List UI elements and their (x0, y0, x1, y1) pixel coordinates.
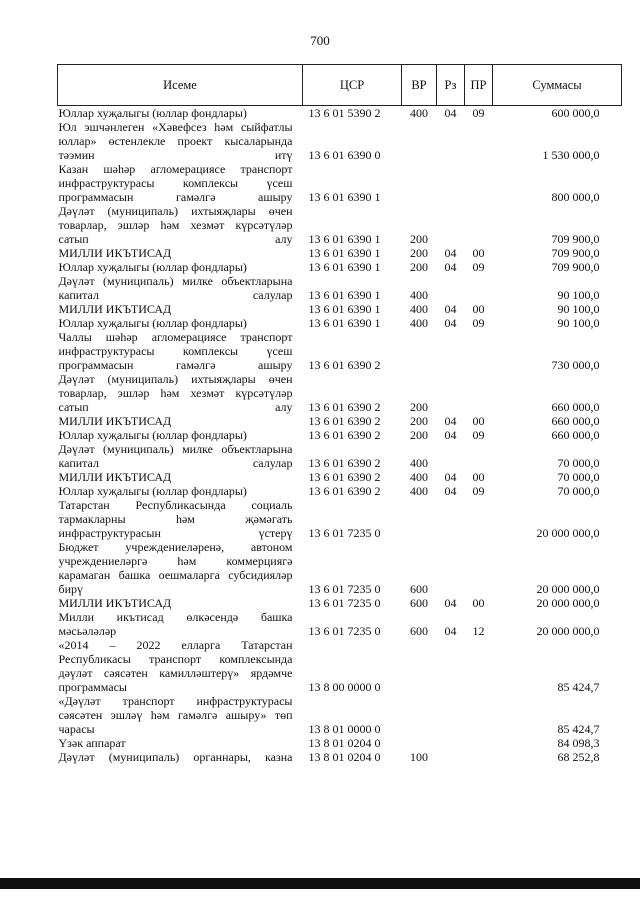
row-vr-cell: 600 (410, 624, 428, 638)
row-pr-cell (465, 498, 493, 540)
row-name-cell: Үзәк аппарат (58, 736, 126, 750)
row-vr-cell: 400 (410, 106, 428, 120)
row-name-cell: Юллар хуҗалыгы (юллар фондлары) (58, 316, 247, 330)
row-vr-cell: 400 (410, 470, 428, 484)
table-row (58, 316, 622, 330)
row-vr-cell: 200 (410, 260, 428, 274)
row-name-cell: МИЛЛИ ИКЪТИСАД (58, 414, 172, 428)
row-pr-cell (465, 736, 493, 750)
row-rz-cell: 04 (444, 260, 457, 274)
table-row (58, 736, 622, 750)
row-sum-cell: 85 424,7 (557, 680, 600, 694)
row-rz-cell: 04 (444, 596, 457, 610)
row-sum-cell: 1 530 000,0 (542, 148, 600, 162)
row-rz-cell (437, 442, 465, 470)
row-name-cell: Юллар хуҗалыгы (юллар фондлары) (58, 106, 247, 120)
row-vr-cell (402, 330, 437, 372)
row-sum-cell: 730 000,0 (551, 358, 600, 372)
row-sum-cell: 20 000 000,0 (536, 526, 600, 540)
row-pr-cell (465, 540, 493, 596)
row-csr-cell: 13 8 00 0000 0 (308, 680, 381, 694)
row-sum-cell: 660 000,0 (551, 428, 600, 442)
table-row (58, 274, 622, 302)
row-pr-cell (465, 638, 493, 694)
row-sum-cell: 90 100,0 (557, 302, 600, 316)
row-rz-cell (437, 736, 465, 750)
row-rz-cell: 04 (444, 106, 457, 120)
row-pr-cell: 12 (472, 624, 485, 638)
row-rz-cell (437, 540, 465, 596)
row-vr-cell (402, 498, 437, 540)
row-csr-cell: 13 6 01 7235 0 (308, 582, 381, 596)
row-csr-cell: 13 6 01 6390 1 (308, 316, 381, 330)
row-csr-cell: 13 6 01 6390 2 (308, 484, 381, 498)
row-pr-cell: 09 (472, 260, 485, 274)
table-row (58, 330, 622, 372)
row-rz-cell (437, 204, 465, 246)
header-csr: ЦСР (303, 65, 402, 106)
page-number: 700 (310, 33, 330, 48)
row-name-cell: Милли икътисад өлкәсендә башка мәсьәләләр (58, 610, 293, 638)
row-vr-cell (402, 162, 437, 204)
row-csr-cell: 13 6 01 6390 1 (308, 302, 381, 316)
row-name-cell: Дәүләт (муниципаль) ихтыяҗлары өчен товарлар, эшләр һәм хезмәт күрсәтүләр сатып алу (58, 204, 293, 246)
row-sum-cell: 800 000,0 (551, 190, 600, 204)
row-name-cell: Чаллы шәһәр агломерациясе транспорт инфраструктурасы комплексы үсеш программасын гамәлгә ашыру (58, 330, 293, 372)
row-sum-cell: 84 098,3 (557, 736, 600, 750)
row-csr-cell: 13 6 01 7235 0 (308, 624, 381, 638)
row-pr-cell: 09 (472, 428, 485, 442)
row-csr-cell: 13 8 01 0000 0 (308, 722, 381, 736)
row-sum-cell: 600 000,0 (551, 106, 600, 120)
row-sum-cell: 70 000,0 (557, 484, 600, 498)
row-rz-cell (437, 162, 465, 204)
row-vr-cell: 200 (410, 414, 428, 428)
row-pr-cell (465, 750, 493, 764)
row-vr-cell: 400 (410, 302, 428, 316)
scan-border-bar (0, 878, 640, 889)
row-name-cell: Юллар хуҗалыгы (юллар фондлары) (58, 484, 247, 498)
row-sum-cell: 68 252,8 (557, 750, 600, 764)
row-rz-cell (437, 498, 465, 540)
row-vr-cell: 600 (410, 582, 428, 596)
row-name-cell: Дәүләт (муниципаль) органнары, казна (58, 750, 293, 764)
row-sum-cell: 660 000,0 (551, 400, 600, 414)
row-pr-cell (465, 372, 493, 414)
row-name-cell: Юл эшчәнлеген «Хәвефсез һәм сыйфатлы юллар» өстенлекле проект кысаларында тәэмин итү (58, 120, 293, 162)
row-sum-cell: 85 424,7 (557, 722, 600, 736)
row-pr-cell: 00 (472, 246, 485, 260)
header-pr: ПР (465, 65, 493, 106)
row-rz-cell: 04 (444, 302, 457, 316)
row-csr-cell: 13 8 01 0204 0 (308, 736, 381, 750)
row-pr-cell (465, 330, 493, 372)
row-pr-cell (465, 694, 493, 736)
row-vr-cell (402, 638, 437, 694)
row-vr-cell: 400 (410, 456, 428, 470)
row-name-cell: Юллар хуҗалыгы (юллар фондлары) (58, 260, 247, 274)
table-row (58, 120, 622, 162)
row-vr-cell: 200 (410, 232, 428, 246)
row-csr-cell: 13 6 01 6390 2 (308, 400, 381, 414)
row-pr-cell (465, 204, 493, 246)
table-row (58, 498, 622, 540)
row-name-cell: Дәүләт (муниципаль) милке объектларына капитал салулар (58, 442, 293, 470)
row-vr-cell (402, 120, 437, 162)
row-name-cell: МИЛЛИ ИКЪТИСАД (58, 246, 172, 260)
row-csr-cell: 13 6 01 6390 2 (308, 456, 381, 470)
row-sum-cell: 90 100,0 (557, 316, 600, 330)
row-rz-cell: 04 (444, 624, 457, 638)
table-row (58, 610, 622, 638)
table-row (58, 106, 622, 121)
row-pr-cell: 09 (472, 484, 485, 498)
row-pr-cell: 00 (472, 302, 485, 316)
row-name-cell: «2014 – 2022 елларга Татарстан Республикасы транспорт комплексында дәүләт сәясәтен камилләштерү» ярдәмче программасы (58, 638, 293, 694)
row-sum-cell: 90 100,0 (557, 288, 600, 302)
row-vr-cell: 400 (410, 484, 428, 498)
table-row (58, 484, 622, 498)
row-csr-cell: 13 6 01 6390 0 (308, 148, 381, 162)
row-vr-cell: 400 (410, 316, 428, 330)
table-row (58, 442, 622, 470)
row-rz-cell: 04 (444, 316, 457, 330)
header-name: Исеме (58, 65, 303, 106)
row-csr-cell: 13 6 01 5390 2 (308, 106, 381, 120)
row-name-cell: «Дәүләт транспорт инфраструктурасы сәясәтен эшләү һәм гамәлгә ашыру» төп чарасы (58, 694, 293, 736)
row-vr-cell (402, 694, 437, 736)
row-csr-cell: 13 6 01 6390 2 (308, 470, 381, 484)
row-vr-cell: 200 (410, 428, 428, 442)
table-row (58, 414, 622, 428)
row-vr-cell: 400 (410, 288, 428, 302)
row-sum-cell: 709 900,0 (551, 246, 600, 260)
table-row (58, 596, 622, 610)
row-vr-cell: 600 (410, 596, 428, 610)
table-row (58, 204, 622, 246)
row-vr-cell (402, 736, 437, 750)
row-rz-cell (437, 638, 465, 694)
row-vr-cell: 200 (410, 400, 428, 414)
row-name-cell: Татарстан Республикасында социаль тармакларны һәм җәмәгать инфраструктурасын үстерү (58, 498, 293, 540)
row-rz-cell (437, 372, 465, 414)
row-pr-cell (465, 274, 493, 302)
row-csr-cell: 13 6 01 6390 2 (308, 358, 381, 372)
header-rz: Рз (437, 65, 465, 106)
row-pr-cell: 00 (472, 414, 485, 428)
row-csr-cell: 13 6 01 6390 1 (308, 288, 381, 302)
row-sum-cell: 660 000,0 (551, 414, 600, 428)
table-row (58, 638, 622, 694)
table-body (58, 106, 622, 765)
table-row (58, 260, 622, 274)
row-vr-cell: 200 (410, 246, 428, 260)
row-sum-cell: 709 900,0 (551, 260, 600, 274)
row-rz-cell: 04 (444, 414, 457, 428)
row-sum-cell: 20 000 000,0 (536, 582, 600, 596)
row-name-cell: МИЛЛИ ИКЪТИСАД (58, 470, 172, 484)
row-sum-cell: 709 900,0 (551, 232, 600, 246)
table-row (58, 694, 622, 736)
row-rz-cell (437, 694, 465, 736)
table-row (58, 750, 622, 764)
row-csr-cell: 13 6 01 7235 0 (308, 526, 381, 540)
row-csr-cell: 13 6 01 6390 2 (308, 428, 381, 442)
row-pr-cell: 00 (472, 596, 485, 610)
table-row (58, 428, 622, 442)
row-rz-cell: 04 (444, 428, 457, 442)
row-csr-cell: 13 6 01 6390 2 (308, 414, 381, 428)
row-vr-cell: 100 (410, 750, 428, 764)
row-sum-cell: 70 000,0 (557, 470, 600, 484)
row-name-cell: Бюджет учреждениеләренә, автоном учреждениеләргә һәм коммерциягә карамаган башка оешмаларга субсидияләр бирү (58, 540, 293, 596)
row-rz-cell: 04 (444, 246, 457, 260)
row-rz-cell (437, 274, 465, 302)
table-row (58, 372, 622, 414)
row-csr-cell: 13 6 01 7235 0 (308, 596, 381, 610)
row-rz-cell: 04 (444, 470, 457, 484)
row-sum-cell: 20 000 000,0 (536, 596, 600, 610)
row-rz-cell (437, 330, 465, 372)
row-pr-cell (465, 162, 493, 204)
row-pr-cell (465, 120, 493, 162)
table-row (58, 470, 622, 484)
row-csr-cell: 13 8 01 0204 0 (308, 750, 381, 764)
budget-table (57, 64, 622, 764)
row-csr-cell: 13 6 01 6390 1 (308, 260, 381, 274)
row-rz-cell (437, 120, 465, 162)
row-pr-cell: 00 (472, 470, 485, 484)
table-row (58, 246, 622, 260)
row-rz-cell (437, 750, 465, 764)
row-name-cell: Юллар хуҗалыгы (юллар фондлары) (58, 428, 247, 442)
header-sum: Суммасы (493, 65, 622, 106)
table-row (58, 302, 622, 316)
row-name-cell: МИЛЛИ ИКЪТИСАД (58, 302, 172, 316)
table-row (58, 540, 622, 596)
header-vr: ВР (402, 65, 437, 106)
table-row (58, 162, 622, 204)
row-name-cell: МИЛЛИ ИКЪТИСАД (58, 596, 172, 610)
row-sum-cell: 20 000 000,0 (536, 624, 600, 638)
row-pr-cell (465, 442, 493, 470)
row-csr-cell: 13 6 01 6390 1 (308, 190, 381, 204)
row-name-cell: Дәүләт (муниципаль) ихтыяҗлары өчен товарлар, эшләр һәм хезмәт күрсәтүләр сатып алу (58, 372, 293, 414)
table-header-row (58, 65, 622, 106)
row-sum-cell: 70 000,0 (557, 456, 600, 470)
row-csr-cell: 13 6 01 6390 1 (308, 232, 381, 246)
row-rz-cell: 04 (444, 484, 457, 498)
row-pr-cell: 09 (472, 316, 485, 330)
row-name-cell: Казан шәһәр агломерациясе транспорт инфраструктурасы комплексы үсеш программасын гамәлгә ашыру (58, 162, 293, 204)
row-pr-cell: 09 (472, 106, 485, 120)
row-name-cell: Дәүләт (муниципаль) милке объектларына капитал салулар (58, 274, 293, 302)
row-csr-cell: 13 6 01 6390 1 (308, 246, 381, 260)
